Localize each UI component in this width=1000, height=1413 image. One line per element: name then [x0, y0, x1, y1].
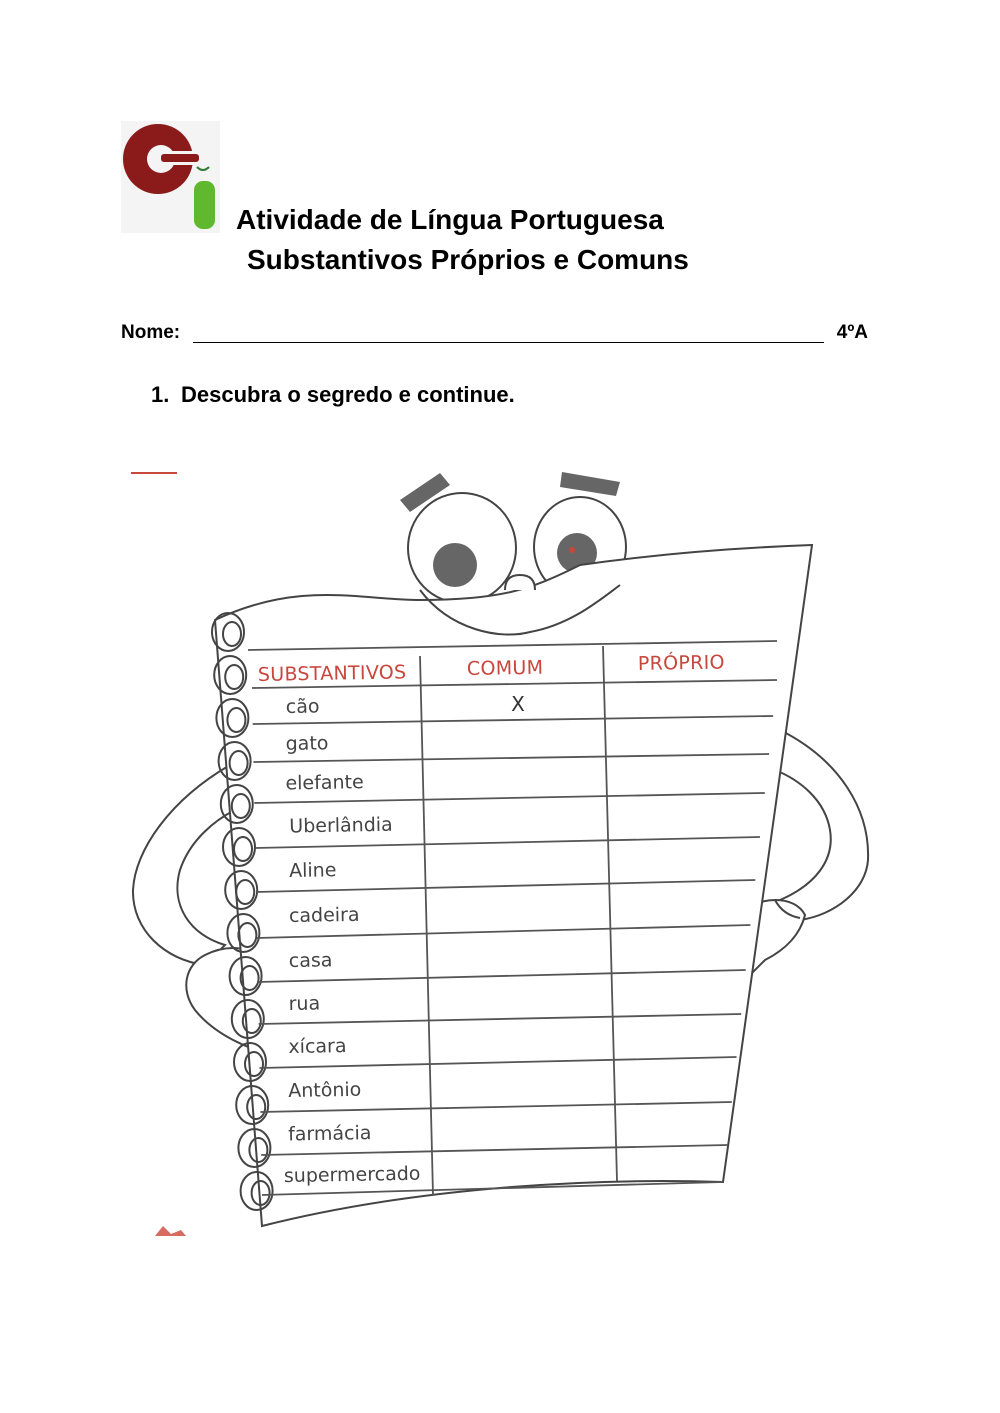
right-eyebrow-icon: [560, 472, 620, 496]
title-line-2: Substantivos Próprios e Comuns: [247, 244, 689, 275]
header-substantivos: SUBSTANTIVOS: [257, 661, 407, 686]
table-cell-word: cadeira: [288, 903, 360, 927]
nose-icon: [505, 575, 535, 590]
header-comum: COMUM: [466, 656, 544, 680]
question-text: Descubra o segredo e continue.: [181, 382, 515, 407]
table-cell-word: elefante: [285, 771, 364, 795]
table-cell-word: Antônio: [288, 1078, 362, 1102]
table-cell-word: xícara: [288, 1034, 347, 1058]
header-proprio: PRÓPRIO: [637, 651, 726, 675]
table-cell-word: rua: [288, 992, 321, 1015]
table-cell-word: Uberlândia: [289, 813, 393, 838]
table-cell-word: supermercado: [283, 1162, 421, 1188]
table-cell-word: gato: [285, 732, 329, 755]
table-cell-word: casa: [288, 949, 333, 972]
red-mark-bottom: [155, 1226, 186, 1236]
table-cell-word: Aline: [288, 859, 337, 882]
table-cell-comum[interactable]: X: [511, 692, 525, 716]
table-cell-word: cão: [285, 695, 320, 718]
title-line-1: Atividade de Língua Portuguesa: [236, 204, 664, 235]
class-label: 4ºA: [836, 322, 868, 343]
table-cell-word: farmácia: [287, 1122, 372, 1146]
name-label: Nome:: [121, 322, 181, 343]
question-number: 1.: [151, 382, 170, 407]
